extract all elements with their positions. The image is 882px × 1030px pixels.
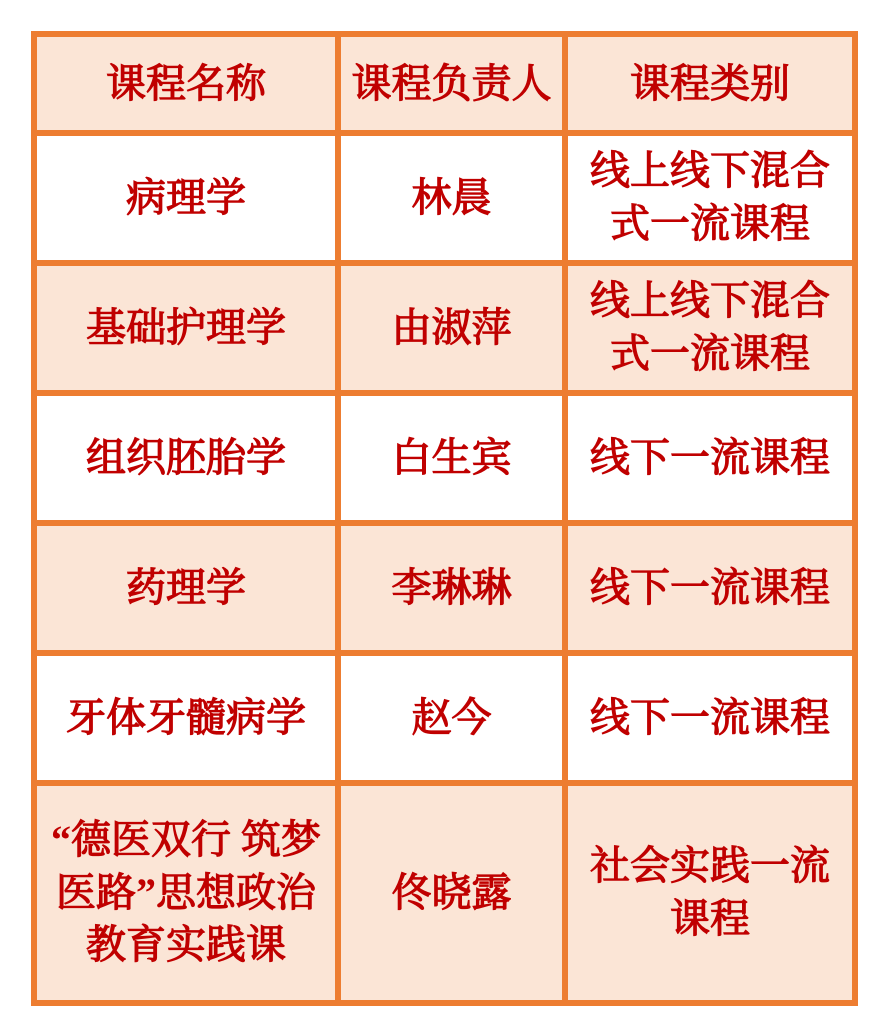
- cell-course-category: 线下一流课程: [565, 393, 855, 523]
- cell-course-category: 线下一流课程: [565, 523, 855, 653]
- cell-course-name: 病理学: [34, 133, 338, 263]
- cell-course-category: 线下一流课程: [565, 653, 855, 783]
- cell-course-name: 牙体牙髓病学: [34, 653, 338, 783]
- cell-course-name: 组织胚胎学: [34, 393, 338, 523]
- cell-course-leader: 林晨: [338, 133, 565, 263]
- cell-course-name: 药理学: [34, 523, 338, 653]
- table-row: [34, 523, 855, 653]
- table-row: [34, 263, 855, 393]
- cell-course-leader: 赵今: [338, 653, 565, 783]
- table-row: [34, 653, 855, 783]
- cell-course-name: 基础护理学: [34, 263, 338, 393]
- cell-course-leader: 由淑萍: [338, 263, 565, 393]
- cell-course-leader: 佟晓露: [338, 783, 565, 1003]
- header-cell-course-leader: 课程负责人: [338, 34, 565, 133]
- header-cell-course-category: 课程类别: [565, 34, 855, 133]
- cell-course-category: 线上线下混合式一流课程: [565, 133, 855, 263]
- cell-course-leader: 李琳琳: [338, 523, 565, 653]
- cell-course-category: 社会实践一流课程: [565, 783, 855, 1003]
- cell-course-category: 线上线下混合式一流课程: [565, 263, 855, 393]
- header-cell-course-name: 课程名称: [34, 34, 338, 133]
- table-row: [34, 783, 855, 1003]
- cell-course-leader: 白生宾: [338, 393, 565, 523]
- course-table-container: [31, 31, 858, 1006]
- header-row: [34, 34, 855, 133]
- cell-course-name: “德医双行 筑梦医路”思想政治教育实践课: [34, 783, 338, 1003]
- table-row: [34, 133, 855, 263]
- table-row: [34, 393, 855, 523]
- course-table: [31, 31, 858, 1006]
